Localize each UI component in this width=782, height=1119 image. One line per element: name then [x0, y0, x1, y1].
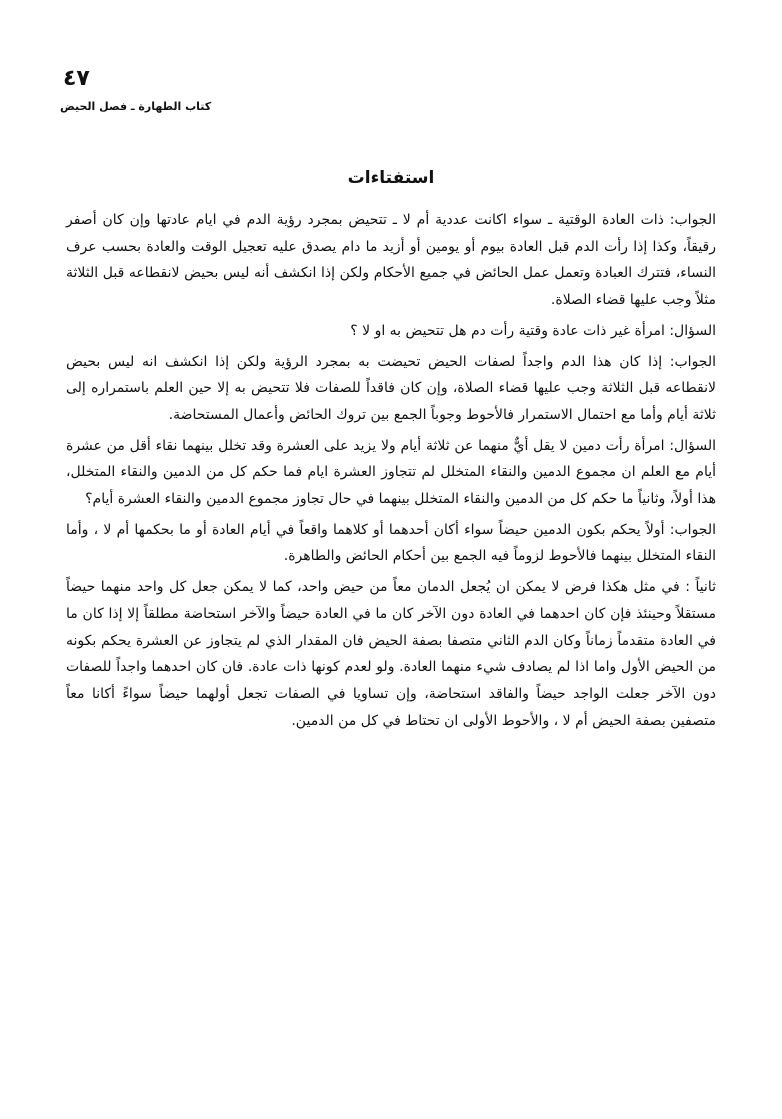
section-title: استفتاءات	[347, 168, 435, 188]
question-paragraph: السؤال: امرأة غير ذات عادة وقتية رأت دم هل تتحيض به او لا ؟	[350, 322, 716, 339]
running-header: كتاب الطهارة ـ فصل الحيض	[60, 100, 212, 113]
answer-paragraph: الجواب: إذا كان هذا الدم واجداً لصفات الحيض تحيضت به بمجرد الرؤية ولكن إذا انكشف انه ليس بحيض لانقطاعه قبل الثلاثة وجب عليها قضاء الصلاة، وإن كان فاقداً للصفات فلا تتحيض به إلا حين العلم باستمراره إلى ثلاثة أيام وأما مع احتمال الاستمرار فالأحوط وجوباً الجمع بين تروك الحائض وأعمال المستحاضة.	[66, 353, 716, 423]
answer-paragraph: الجواب: أولاً يحكم بكون الدمين حيضاً سواء أكان أحدهما أو كلاهما واقعاً في أيام العادة أو ما بحكمها أم لا ، وأما النقاء المتخلل بينهما فالأحوط لزوماً فيه الجمع بين أحكام الحائض والطاهرة.	[66, 521, 716, 565]
question-paragraph: السؤال: امرأة رأت دمين لا يقل أيٌّ منهما عن ثلاثة أيام ولا يزيد على العشرة وقد تخلل بينهما نقاء أقل من عشرة أيام مع العلم ان مجموع الدمين والنقاء المتخلل لم تتجاوز العشرة ايام فما حكم كل من الدمين والنقاء المتخلل، هذا أولاً، وثانياً ما حكم كل من الدمين والنقاء المتخلل بينهما في حال تجاوز مجموع الدمين والنقاء العشرة أيام؟	[66, 437, 716, 508]
answer-paragraph: الجواب: ذات العادة الوقتية ـ سواء اكانت عددية أم لا ـ تتحيض بمجرد رؤية الدم في ايام عادتها وإن كان أصفر رقيقاً، وكذا إذا رأت الدم قبل العادة بيوم أو يومين أو أزيد ما دام يصدق عليه تعجيل الوقت والعادة بحسب عرف النساء، فتترك العبادة وتعمل عمل الحائض في جميع الأحكام ولكن إذا انكشف أنه ليس بحيض لانقطاعه قبل الثلاثة مثلاً وجب عليها قضاء الصلاة.	[66, 212, 716, 309]
body-text	[66, 207, 716, 738]
page-number: ٤٧	[63, 66, 90, 91]
answer-paragraph: ثانياً : في مثل هكذا فرض لا يمكن ان يُجعل الدمان معاً من حيض واحد، كما لا يمكن جعل كل واحد منهما حيضاً مستقلاً وحينئذ فإن كان احدهما في العادة دون الآخر كان ما في العادة حيضاً والآخر استحاضة مطلقاً إلا إذا كان ما في العادة متقدماً زماناً وكان الدم الثاني متصفا بصفة الحيض فان المقدار الذي لم يتجاوز عن العشرة يحكم بكونه من الحيض الأول واما اذا لم يصادف شيء منهما العادة. ولو لعدم كونها ذات عادة. فان كان احدهما واجداً للصفات دون الآخر جعلت الواجد حيضاً والفاقد استحاضة، وإن تساويا في الصفات تجعل أولهما حيضاً سواءً أكانا معاً متصفين بصفة الحيض أم لا ، والأحوط الأولى ان تحتاط في كل من الدمين.	[66, 579, 716, 729]
